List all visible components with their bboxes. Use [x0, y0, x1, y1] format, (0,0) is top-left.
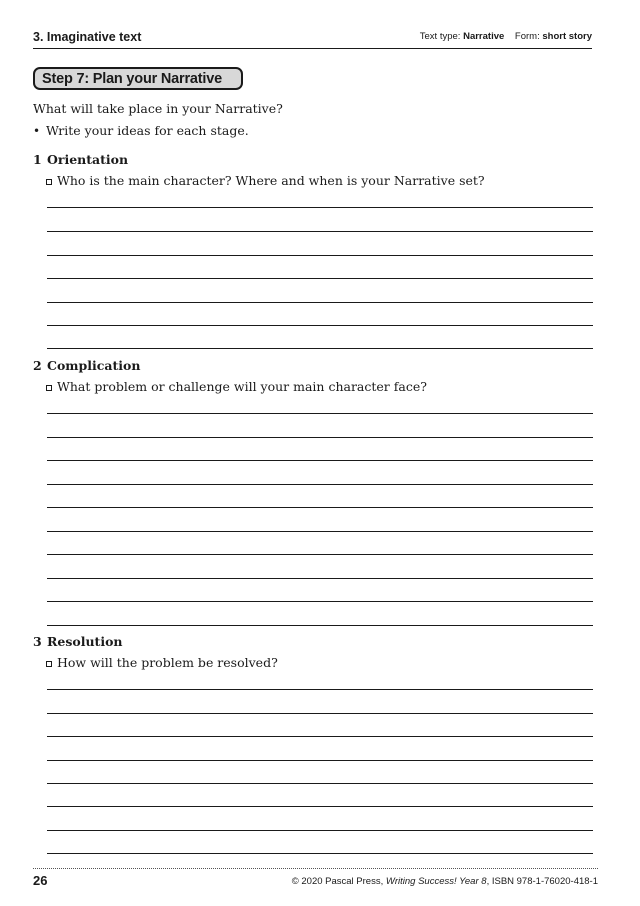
copyright-prefix: © 2020 Pascal Press, [291, 876, 386, 887]
section-2-question: What problem or challenge will your main character face? [57, 379, 427, 394]
text-type-value: Narrative [463, 31, 505, 42]
writing-line[interactable] [47, 853, 593, 854]
writing-line[interactable] [47, 625, 593, 626]
writing-line[interactable] [47, 207, 593, 208]
text-type-info [420, 31, 592, 42]
form-label: Form: [514, 31, 540, 42]
step-title: Step 7: Plan your Narrative [42, 71, 222, 87]
section-1-title: Orientation [47, 152, 129, 167]
writing-line[interactable] [47, 348, 593, 349]
writing-line[interactable] [47, 325, 593, 326]
writing-line[interactable] [47, 507, 593, 508]
writing-line[interactable] [47, 578, 593, 579]
writing-line[interactable] [47, 830, 593, 831]
writing-line[interactable] [47, 460, 593, 461]
writing-line[interactable] [47, 783, 593, 784]
section-2-title: Complication [47, 358, 141, 373]
bullet-icon: • [33, 124, 41, 138]
intro-question: What will take place in your Narrative? [33, 101, 283, 116]
section-1-number: 1 [33, 152, 42, 167]
section-3-question: How will the problem be resolved? [57, 655, 278, 670]
step-heading-box [33, 67, 243, 90]
section-title: 3. Imaginative text [33, 30, 142, 44]
footer-divider [33, 868, 598, 869]
writing-line[interactable] [47, 601, 593, 602]
writing-line[interactable] [47, 554, 593, 555]
square-bullet-icon [46, 385, 52, 391]
section-3-number: 3 [33, 634, 42, 649]
writing-line[interactable] [47, 255, 593, 256]
writing-line[interactable] [47, 713, 593, 714]
section-2-number: 2 [33, 358, 42, 373]
writing-line[interactable] [47, 736, 593, 737]
writing-line[interactable] [47, 689, 593, 690]
writing-line[interactable] [47, 413, 593, 414]
section-3-title: Resolution [47, 634, 123, 649]
writing-line[interactable] [47, 531, 593, 532]
section-1-question: Who is the main character? Where and when is your Narrative set? [57, 173, 485, 188]
book-title: Writing Success! Year 8 [385, 876, 487, 887]
writing-line[interactable] [47, 302, 593, 303]
isbn: , ISBN 978-1-76020-418-1 [486, 876, 598, 887]
page-number: 26 [33, 873, 48, 888]
copyright-notice [292, 876, 598, 887]
writing-line[interactable] [47, 278, 593, 279]
writing-line[interactable] [47, 484, 593, 485]
square-bullet-icon [46, 179, 52, 185]
writing-line[interactable] [47, 760, 593, 761]
writing-line[interactable] [47, 437, 593, 438]
form-value: short story [542, 31, 592, 42]
text-type-label: Text type: [419, 31, 461, 42]
page-header [33, 30, 592, 49]
writing-line[interactable] [47, 806, 593, 807]
square-bullet-icon [46, 661, 52, 667]
instruction-text: Write your ideas for each stage. [46, 123, 249, 138]
writing-line[interactable] [47, 231, 593, 232]
